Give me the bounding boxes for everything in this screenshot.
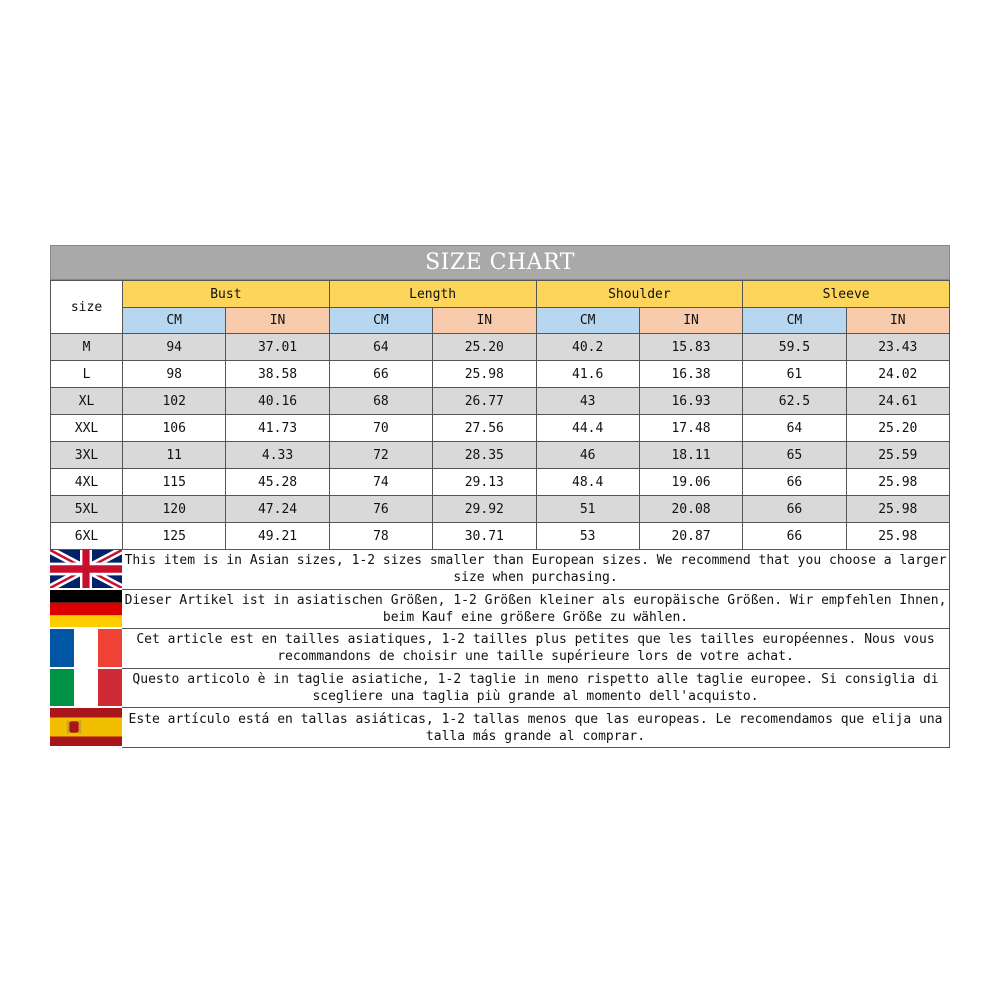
measurement-cell: 106	[123, 415, 226, 442]
france-flag-icon	[50, 629, 122, 667]
size-table	[50, 280, 950, 550]
measurement-cell: 120	[123, 496, 226, 523]
measurement-cell: 25.20	[846, 415, 949, 442]
measurement-cell: 37.01	[226, 334, 329, 361]
measurement-cell: 78	[329, 523, 432, 550]
size-cell: 3XL	[51, 442, 123, 469]
measurement-cell: 24.61	[846, 388, 949, 415]
measurement-cell: 41.73	[226, 415, 329, 442]
measurement-cell: 48.4	[536, 469, 639, 496]
measurement-cell: 4.33	[226, 442, 329, 469]
measurement-cell: 25.98	[846, 523, 949, 550]
unit-header: CM	[743, 308, 846, 334]
size-note-text: Dieser Artikel ist in asiatischen Größen, 1-2 Größen kleiner als europäische Größen. Wir empfehlen Ihnen, beim Kauf eine größere Größe zu wählen.	[122, 590, 950, 630]
measurement-cell: 44.4	[536, 415, 639, 442]
unit-header: CM	[329, 308, 432, 334]
measurement-cell: 94	[123, 334, 226, 361]
measurement-cell: 74	[329, 469, 432, 496]
measurement-cell: 68	[329, 388, 432, 415]
measurement-cell: 19.06	[639, 469, 742, 496]
measurement-cell: 66	[743, 469, 846, 496]
measurement-cell: 27.56	[433, 415, 536, 442]
table-row	[51, 496, 950, 523]
measurement-cell: 66	[743, 496, 846, 523]
measurement-cell: 29.13	[433, 469, 536, 496]
measurement-cell: 98	[123, 361, 226, 388]
table-row	[51, 361, 950, 388]
chart-title: SIZE CHART	[50, 245, 950, 280]
measurement-cell: 102	[123, 388, 226, 415]
group-header-sleeve: Sleeve	[743, 281, 950, 308]
unit-header: IN	[639, 308, 742, 334]
measurement-cell: 72	[329, 442, 432, 469]
measurement-cell: 76	[329, 496, 432, 523]
size-note-row	[50, 629, 950, 669]
measurement-cell: 46	[536, 442, 639, 469]
size-chart	[50, 245, 950, 748]
unit-header: IN	[226, 308, 329, 334]
size-cell: XXL	[51, 415, 123, 442]
measurement-cell: 26.77	[433, 388, 536, 415]
measurement-cell: 49.21	[226, 523, 329, 550]
measurement-cell: 41.6	[536, 361, 639, 388]
measurement-cell: 18.11	[639, 442, 742, 469]
measurement-cell: 25.20	[433, 334, 536, 361]
unit-header: IN	[433, 308, 536, 334]
measurement-cell: 30.71	[433, 523, 536, 550]
measurement-cell: 61	[743, 361, 846, 388]
measurement-cell: 43	[536, 388, 639, 415]
uk-flag-icon	[50, 550, 122, 588]
size-cell: M	[51, 334, 123, 361]
measurement-cell: 66	[743, 523, 846, 550]
size-note-text: This item is in Asian sizes, 1-2 sizes smaller than European sizes. We recommend that you choose a larger size when purchasing.	[122, 550, 950, 590]
measurement-cell: 15.83	[639, 334, 742, 361]
measurement-cell: 40.16	[226, 388, 329, 415]
measurement-cell: 28.35	[433, 442, 536, 469]
size-cell: 6XL	[51, 523, 123, 550]
size-cell: XL	[51, 388, 123, 415]
measurement-cell: 125	[123, 523, 226, 550]
size-cell: L	[51, 361, 123, 388]
measurement-cell: 66	[329, 361, 432, 388]
table-row	[51, 469, 950, 496]
measurement-cell: 29.92	[433, 496, 536, 523]
measurement-cell: 20.87	[639, 523, 742, 550]
size-note-text: Questo articolo è in taglie asiatiche, 1-2 taglie in meno rispetto alle taglie europee. Si consiglia di scegliere una taglia più grande al momento dell'acquisto.	[122, 669, 950, 709]
size-note-row	[50, 708, 950, 748]
size-notes	[50, 550, 950, 748]
measurement-cell: 53	[536, 523, 639, 550]
measurement-cell: 51	[536, 496, 639, 523]
size-note-text: Este artículo está en tallas asiáticas, 1-2 tallas menos que las europeas. Le recomendamos que elija una talla más grande al comprar.	[122, 708, 950, 748]
group-header-shoulder: Shoulder	[536, 281, 743, 308]
size-note-row	[50, 550, 950, 590]
germany-flag-icon	[50, 590, 122, 628]
measurement-cell: 20.08	[639, 496, 742, 523]
table-row	[51, 334, 950, 361]
italy-flag-icon	[50, 669, 122, 707]
measurement-cell: 38.58	[226, 361, 329, 388]
measurement-cell: 11	[123, 442, 226, 469]
measurement-cell: 25.98	[433, 361, 536, 388]
unit-header: CM	[123, 308, 226, 334]
table-row	[51, 442, 950, 469]
measurement-cell: 16.38	[639, 361, 742, 388]
size-column-header: size	[51, 281, 123, 334]
measurement-cell: 62.5	[743, 388, 846, 415]
size-note-row	[50, 669, 950, 709]
spain-flag-icon	[50, 708, 122, 746]
table-row	[51, 388, 950, 415]
size-note-text: Cet article est en tailles asiatiques, 1-2 tailles plus petites que les tailles européennes. Nous vous recommandons de choisir une taille supérieure lors de votre achat.	[122, 629, 950, 669]
unit-header: IN	[846, 308, 949, 334]
measurement-cell: 17.48	[639, 415, 742, 442]
measurement-cell: 25.98	[846, 496, 949, 523]
measurement-cell: 65	[743, 442, 846, 469]
table-body	[51, 334, 950, 550]
measurement-cell: 45.28	[226, 469, 329, 496]
measurement-cell: 64	[743, 415, 846, 442]
table-row	[51, 523, 950, 550]
measurement-cell: 25.59	[846, 442, 949, 469]
measurement-cell: 115	[123, 469, 226, 496]
measurement-cell: 24.02	[846, 361, 949, 388]
size-note-row	[50, 590, 950, 630]
measurement-cell: 23.43	[846, 334, 949, 361]
measurement-cell: 25.98	[846, 469, 949, 496]
measurement-cell: 47.24	[226, 496, 329, 523]
measurement-cell: 64	[329, 334, 432, 361]
group-header-length: Length	[329, 281, 536, 308]
group-header-bust: Bust	[123, 281, 330, 308]
measurement-cell: 40.2	[536, 334, 639, 361]
measurement-cell: 70	[329, 415, 432, 442]
measurement-cell: 59.5	[743, 334, 846, 361]
table-row	[51, 415, 950, 442]
size-cell: 5XL	[51, 496, 123, 523]
size-cell: 4XL	[51, 469, 123, 496]
unit-header: CM	[536, 308, 639, 334]
measurement-cell: 16.93	[639, 388, 742, 415]
